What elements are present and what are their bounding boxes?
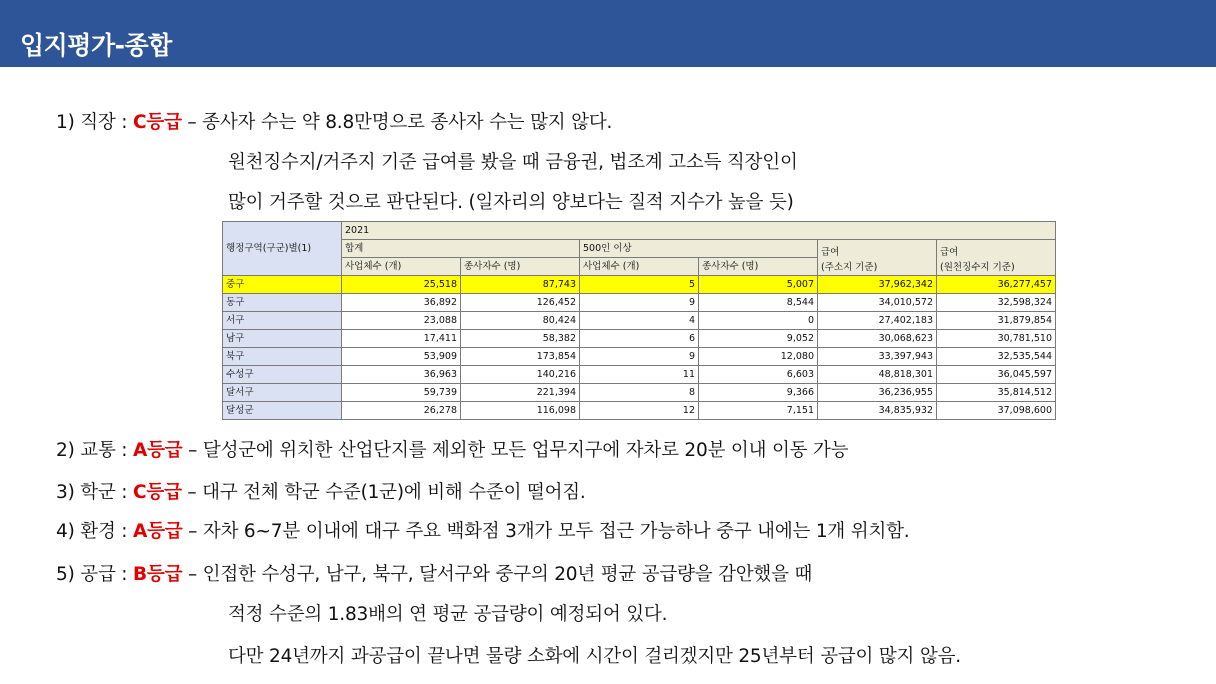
table-cell: 37,098,600 bbox=[937, 402, 1056, 420]
table-cell: 34,010,572 bbox=[818, 294, 937, 312]
table-cell: 221,394 bbox=[461, 384, 580, 402]
table-row bbox=[223, 294, 1056, 312]
employment-salary-table bbox=[222, 221, 1056, 420]
table-cell: 30,068,623 bbox=[818, 330, 937, 348]
table-row-district: 수성구 bbox=[223, 366, 342, 384]
table-cell: 33,397,943 bbox=[818, 348, 937, 366]
table-cell: 173,854 bbox=[461, 348, 580, 366]
table-cell: 6,603 bbox=[699, 366, 818, 384]
salary-residence-line2: (주소지 기준) bbox=[821, 262, 878, 273]
table-cell: 34,835,932 bbox=[818, 402, 937, 420]
table-row bbox=[223, 384, 1056, 402]
table-subheader: 사업체수 (개) bbox=[342, 258, 461, 276]
table-cell: 36,236,955 bbox=[818, 384, 937, 402]
table-cell: 7,151 bbox=[699, 402, 818, 420]
table-row bbox=[223, 312, 1056, 330]
table-cell: 140,216 bbox=[461, 366, 580, 384]
item-workplace-text: – 종사자 수는 약 8.8만명으로 종사자 수는 많지 않다. bbox=[181, 112, 613, 133]
item-school-grade: C등급 bbox=[133, 482, 182, 503]
item-supply-text: – 인접한 수성구, 남구, 북구, 달서구와 중구의 20년 평균 공급량을 감안했을 때 bbox=[182, 564, 813, 585]
table-cell: 58,382 bbox=[461, 330, 580, 348]
item-workplace-line2: 원천징수지/거주지 기준 급여를 봤을 때 금융권, 법조계 고소득 직장인이 bbox=[228, 152, 798, 173]
item-supply bbox=[56, 560, 812, 586]
table-row bbox=[223, 366, 1056, 384]
table-cell: 80,424 bbox=[461, 312, 580, 330]
item-supply-prefix: 5) 공급 : bbox=[56, 564, 134, 585]
table-cell: 35,814,512 bbox=[937, 384, 1056, 402]
table-row-district: 북구 bbox=[223, 348, 342, 366]
item-transport-grade: A등급 bbox=[133, 440, 183, 461]
item-environment-text: – 자차 6~7분 이내에 대구 주요 백화점 3개가 모두 접근 가능하나 중구 내에는 1개 위치함. bbox=[182, 521, 910, 542]
table-row bbox=[223, 276, 1056, 294]
table-cell: 30,781,510 bbox=[937, 330, 1056, 348]
item-transport bbox=[56, 436, 848, 462]
item-workplace bbox=[56, 108, 612, 134]
item-environment bbox=[56, 517, 909, 543]
table-cell: 11 bbox=[580, 366, 699, 384]
table-subheader: 종사자수 (명) bbox=[699, 258, 818, 276]
item-workplace-line3: 많이 거주할 것으로 판단된다. (일자리의 양보다는 질적 지수가 높을 듯) bbox=[228, 192, 794, 213]
item-school-text: – 대구 전체 학군 수준(1군)에 비해 수준이 떨어짐. bbox=[181, 482, 586, 503]
table-header-salary-residence bbox=[818, 240, 937, 276]
item-workplace-prefix: 1) 직장 : bbox=[56, 112, 134, 133]
table-cell: 87,743 bbox=[461, 276, 580, 294]
item-school-prefix: 3) 학군 : bbox=[56, 482, 134, 503]
table-row-district: 동구 bbox=[223, 294, 342, 312]
table-row bbox=[223, 348, 1056, 366]
table-subheader: 사업체수 (개) bbox=[580, 258, 699, 276]
table-cell: 5 bbox=[580, 276, 699, 294]
table-cell: 9 bbox=[580, 294, 699, 312]
table-cell: 59,739 bbox=[342, 384, 461, 402]
table-cell: 36,963 bbox=[342, 366, 461, 384]
salary-withholding-line2: (원천징수지 기준) bbox=[940, 262, 1015, 273]
item-transport-prefix: 2) 교통 : bbox=[56, 440, 134, 461]
table-subheader: 종사자수 (명) bbox=[461, 258, 580, 276]
table-cell: 8,544 bbox=[699, 294, 818, 312]
table-group-500plus: 500인 이상 bbox=[580, 240, 818, 258]
table-cell: 116,098 bbox=[461, 402, 580, 420]
table-cell: 23,088 bbox=[342, 312, 461, 330]
table-cell: 126,452 bbox=[461, 294, 580, 312]
salary-residence-line1: 급여 bbox=[821, 247, 840, 258]
table-row-district: 중구 bbox=[223, 276, 342, 294]
table-cell: 37,962,342 bbox=[818, 276, 937, 294]
table-cell: 4 bbox=[580, 312, 699, 330]
table-row-district: 서구 bbox=[223, 312, 342, 330]
table-cell: 36,892 bbox=[342, 294, 461, 312]
item-supply-grade: B등급 bbox=[133, 564, 183, 585]
table-cell: 17,411 bbox=[342, 330, 461, 348]
title-bar bbox=[0, 0, 1216, 67]
table-row bbox=[223, 330, 1056, 348]
table-cell: 36,277,457 bbox=[937, 276, 1056, 294]
item-environment-prefix: 4) 환경 : bbox=[56, 521, 134, 542]
table-cell: 9,366 bbox=[699, 384, 818, 402]
table-cell: 9 bbox=[580, 348, 699, 366]
table-cell: 32,598,324 bbox=[937, 294, 1056, 312]
table-cell: 27,402,183 bbox=[818, 312, 937, 330]
table-cell: 12,080 bbox=[699, 348, 818, 366]
table-row bbox=[223, 402, 1056, 420]
salary-withholding-line1: 급여 bbox=[940, 247, 959, 258]
item-transport-text: – 달성군에 위치한 산업단지를 제외한 모든 업무지구에 자차로 20분 이내 이동 가능 bbox=[182, 440, 849, 461]
table-row-district: 남구 bbox=[223, 330, 342, 348]
table-cell: 6 bbox=[580, 330, 699, 348]
table-cell: 25,518 bbox=[342, 276, 461, 294]
slide-title: 입지평가-종합 bbox=[20, 31, 172, 60]
table-cell: 32,535,544 bbox=[937, 348, 1056, 366]
table-cell: 53,909 bbox=[342, 348, 461, 366]
table-cell: 26,278 bbox=[342, 402, 461, 420]
table-cell: 36,045,597 bbox=[937, 366, 1056, 384]
table-cell: 9,052 bbox=[699, 330, 818, 348]
table-cell: 12 bbox=[580, 402, 699, 420]
item-school bbox=[56, 478, 586, 504]
table-header-salary-withholding bbox=[937, 240, 1056, 276]
table-row-district: 달서구 bbox=[223, 384, 342, 402]
table-row-district: 달성군 bbox=[223, 402, 342, 420]
item-supply-line2: 적정 수준의 1.83배의 연 평균 공급량이 예정되어 있다. bbox=[228, 604, 668, 625]
table-rowheader-label: 행정구역(구군)별(1) bbox=[223, 222, 342, 276]
table-cell: 31,879,854 bbox=[937, 312, 1056, 330]
item-supply-line3: 다만 24년까지 과공급이 끝나면 물량 소화에 시간이 걸리겠지만 25년부터 공급이 많지 않음. bbox=[228, 646, 961, 667]
table-group-total: 합계 bbox=[342, 240, 580, 258]
table-cell: 5,007 bbox=[699, 276, 818, 294]
table-year: 2021 bbox=[342, 222, 1056, 240]
table-cell: 0 bbox=[699, 312, 818, 330]
item-environment-grade: A등급 bbox=[133, 521, 183, 542]
table-cell: 8 bbox=[580, 384, 699, 402]
table-cell: 48,818,301 bbox=[818, 366, 937, 384]
item-workplace-grade: C등급 bbox=[133, 112, 182, 133]
table-body bbox=[223, 276, 1056, 420]
